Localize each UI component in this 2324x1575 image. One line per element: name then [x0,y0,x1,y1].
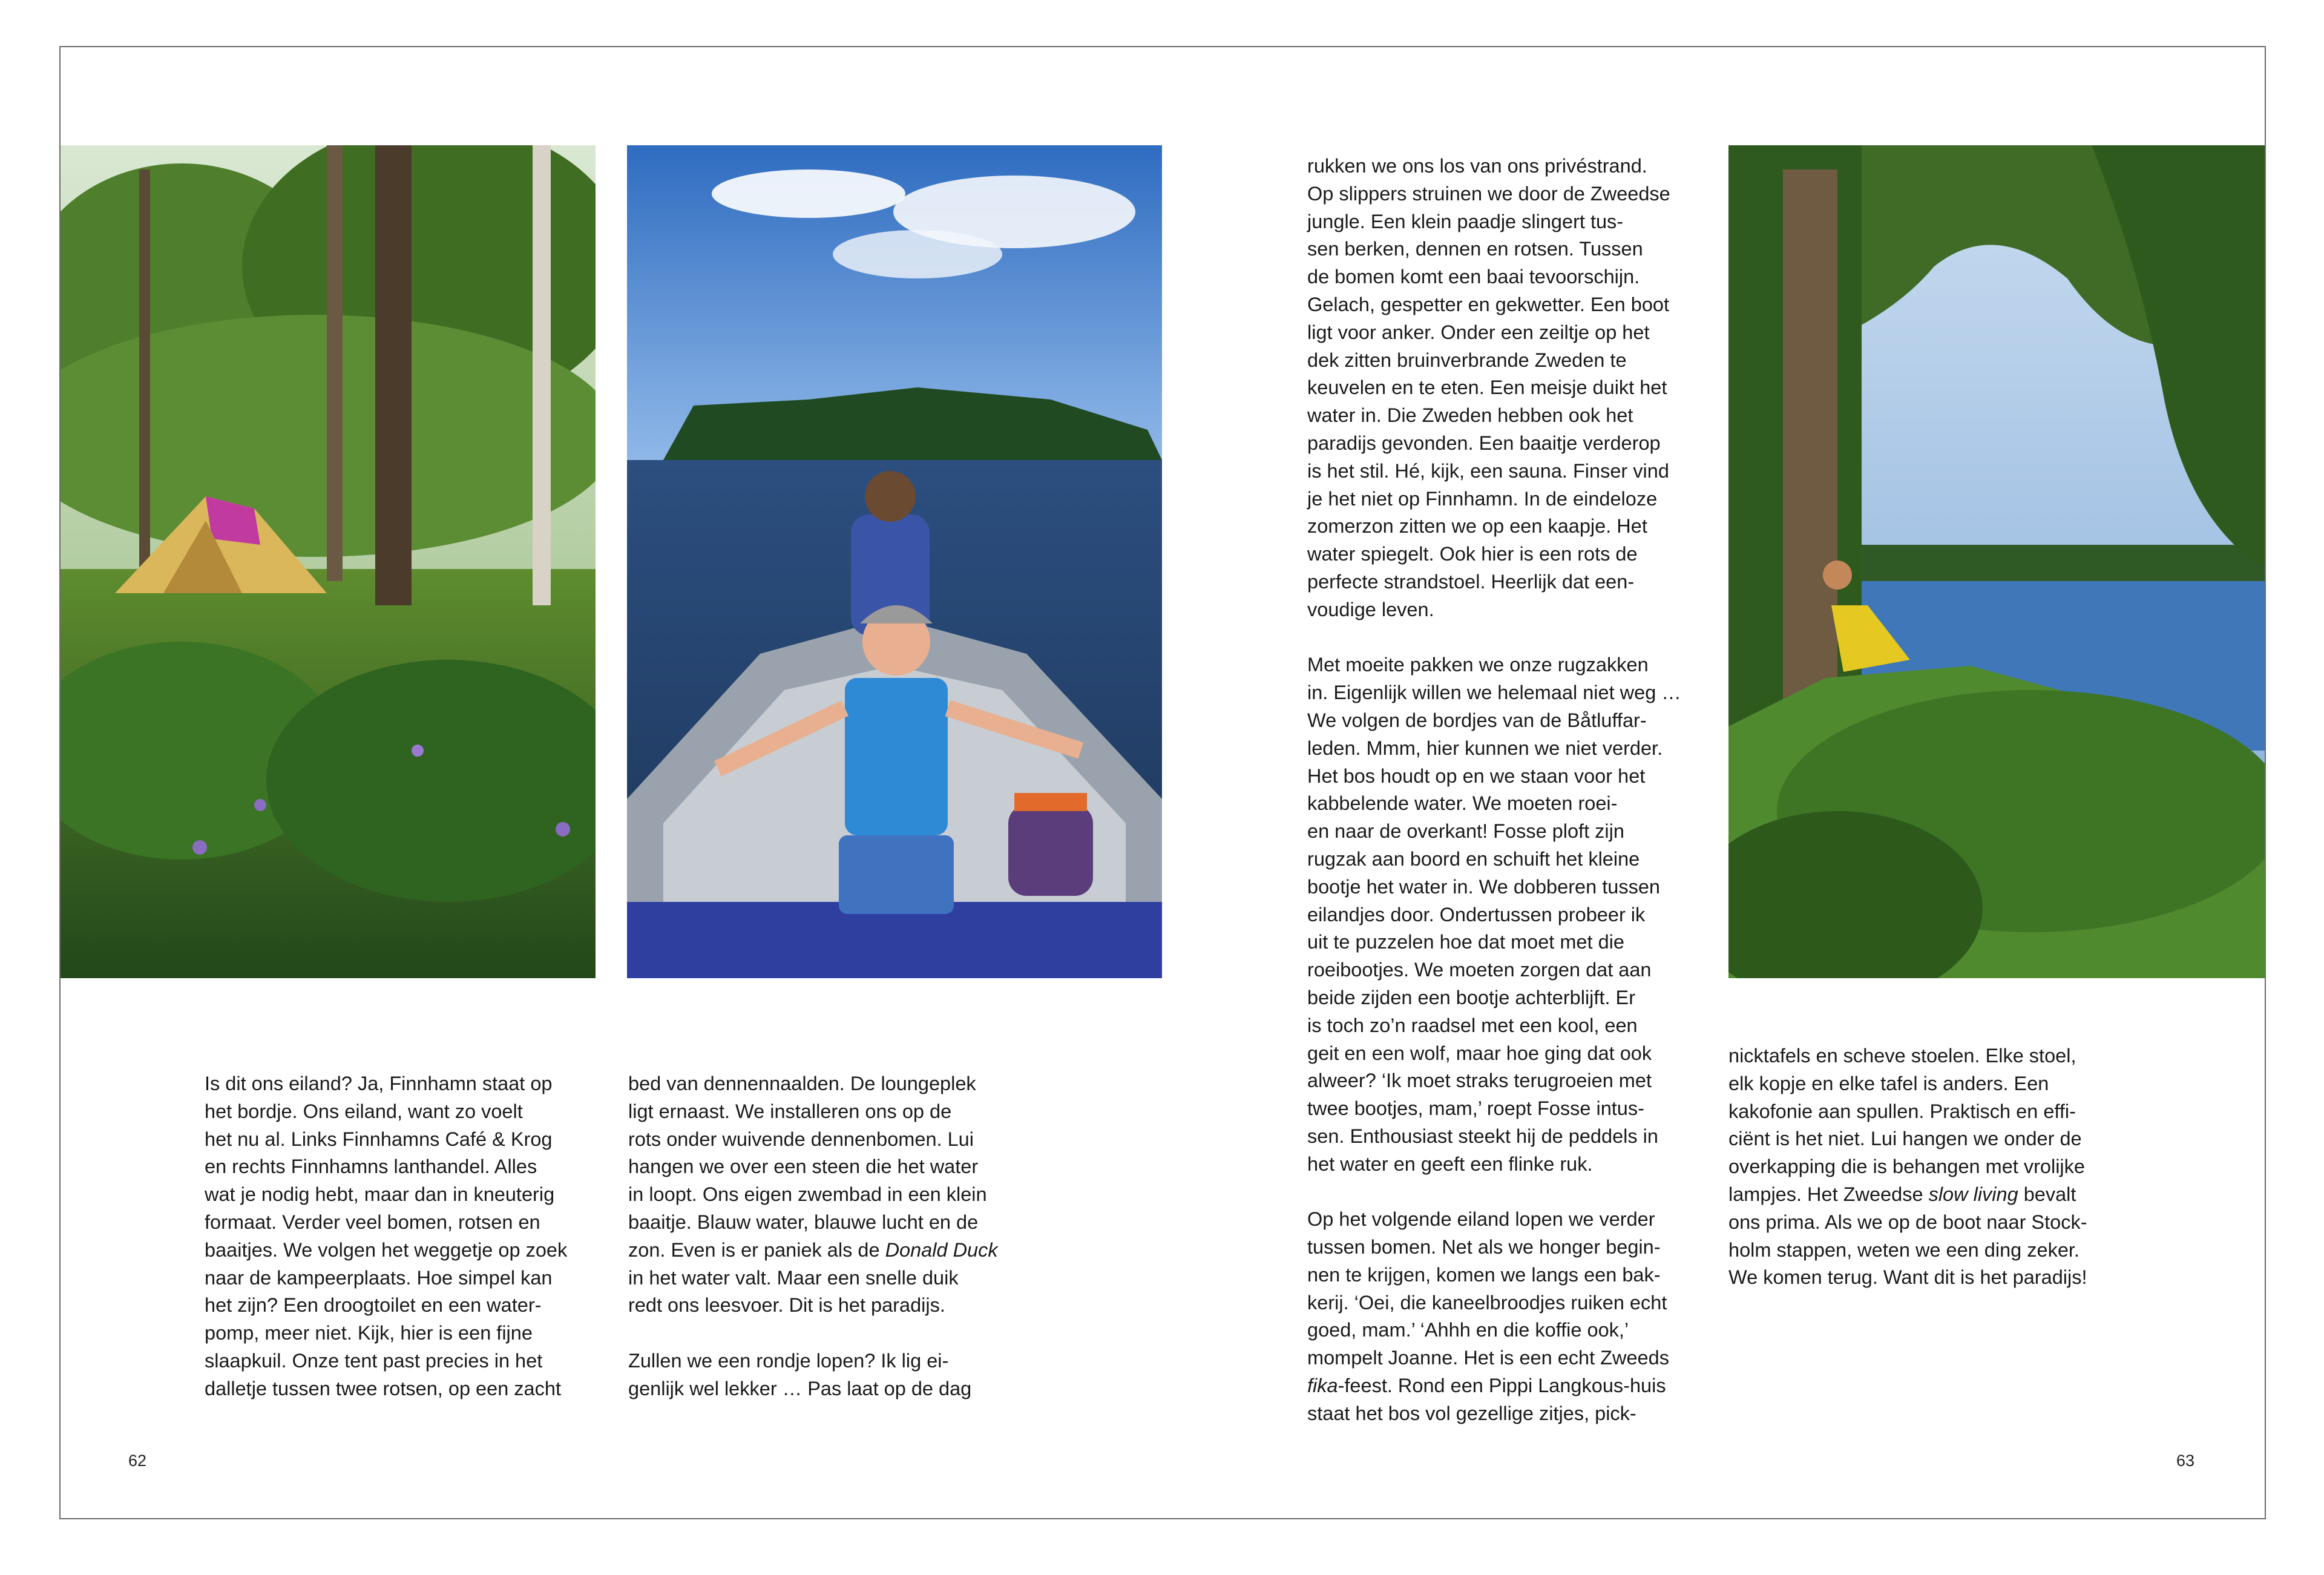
text-line: in het water valt. Maar een snelle duik [628,1266,959,1289]
text-line: bed van dennennaalden. De loungeplek [628,1073,976,1094]
text-line: hangen we over een steen die het water [628,1156,979,1178]
text-line: ligt voor anker. Onder een zeiltje op het [1307,321,1650,343]
text-line: Op slippers struinen we door de Zweedse [1307,182,1670,205]
text-line: bootje het water in. We dobberen tussen [1307,875,1660,898]
text-line: baaitjes. We volgen het weggetje op zoek [205,1238,568,1261]
paragraph [1307,153,1681,624]
text-line: eilandjes door. Ondertussen probeer ik [1307,903,1646,926]
text-line: goed, mam.’ ‘Ahhh en die koffie ook,’ [1307,1319,1629,1341]
text-line: Zullen we een rondje lopen? Ik lig ei- [628,1349,949,1372]
text-line: je het niet op Finnhamn. In de eindeloze [1307,487,1658,510]
text-line: pomp, meer niet. Kijk, hier is een fijne [205,1322,533,1344]
text-line: kakofonie aan spullen. Praktisch en effi- [1728,1100,2076,1122]
text-line: Gelach, gespetter en gekwetter. Een boot [1307,293,1670,315]
text-line: het nu al. Links Finnhamns Café & Krog [205,1128,553,1150]
text-line: roeibootjes. We moeten zorgen dat aan [1307,959,1652,981]
text-column-4 [1728,1042,2087,1292]
text-line: holm stappen, weten we een ding zeker. [1728,1238,2079,1261]
paragraph [205,1070,567,1403]
text-line: ciënt is het niet. Lui hangen we onder de [1728,1128,2082,1150]
text-line: rukken we ons los van ons privéstrand. [1307,155,1647,177]
text-line: Het bos houdt op en we staan voor het [1307,764,1646,787]
text-line: de bomen komt een baai tevoorschijn. [1307,266,1640,288]
text-line: Met moeite pakken we onze rugzakken [1307,654,1649,676]
text-line: zomerzon zitten we op een kaapje. Het [1307,515,1647,538]
text-line: keuvelen en te eten. Een meisje duikt het [1307,376,1667,399]
photo-forest-tent [61,145,596,978]
text-line: fika-feest. Rond een Pippi Langkous-huis [1307,1375,1666,1397]
text-line: paradijs gevonden. Een baaitje verderop [1307,432,1661,454]
text-line: wat je nodig hebt, maar dan in kneuterig [205,1183,555,1206]
text-line: water in. Die Zweden hebben ook het [1307,404,1633,427]
text-line: kabbelende water. We moeten roei- [1307,792,1618,815]
paragraph [1307,651,1681,1178]
text-line: overkapping die is behangen met vrolijke [1728,1156,2085,1178]
text-line: tussen bomen. Net als we honger begin- [1307,1236,1661,1258]
text-line: uit te puzzelen hoe dat moet met die [1307,931,1624,953]
text-line: We volgen de bordjes van de Båtluffar- [1307,709,1647,731]
text-line: ons prima. Als we op de boot naar Stock- [1728,1211,2087,1233]
text-line: perfecte strandstoel. Heerlijk dat een- [1307,570,1635,593]
text-line: is het stil. Hé, kijk, een sauna. Finser vind [1307,459,1669,482]
text-line: jungle. Een klein paadje slingert tus- [1307,210,1624,232]
text-line: dalletje tussen twee rotsen, op een zacht [205,1377,561,1399]
text-line: twee bootjes, mam,’ roept Fosse intus- [1307,1097,1644,1120]
text-line: in. Eigenlijk willen we helemaal niet weg … [1307,682,1681,704]
text-line: mompelt Joanne. Het is een echt Zweeds [1307,1347,1669,1369]
text-column-1 [205,1070,567,1403]
paragraph [628,1070,998,1320]
text-line: naar de kampeerplaats. Hoe simpel kan [205,1266,553,1289]
text-line: genlijk wel lekker … Pas laat op de dag [628,1377,972,1399]
photo-lakeside-tree [1728,145,2265,978]
text-line: rots onder wuivende dennenbomen. Lui [628,1128,974,1150]
text-line: elk kopje en elke tafel is anders. Een [1728,1072,2049,1094]
text-column-3 [1307,153,1681,1428]
page-number-right: 63 [2176,1452,2195,1470]
text-line: beide zijden een bootje achterblijft. Er [1307,986,1636,1008]
text-column-2 [628,1070,998,1403]
text-line: Is dit ons eiland? Ja, Finnhamn staat op [205,1073,553,1094]
text-line: redt ons leesvoer. Dit is het paradijs. [628,1294,945,1317]
text-line: geit en een wolf, maar hoe ging dat ook [1307,1042,1652,1064]
text-line: slaapkuil. Onze tent past precies in het [205,1349,543,1372]
text-line: sen. Enthousiast steekt hij de peddels in [1307,1125,1658,1147]
text-line: en rechts Finnhamns lanthandel. Alles [205,1156,537,1178]
text-line: dek zitten bruinverbrande Zweden te [1307,349,1627,371]
text-line: in loopt. Ons eigen zwembad in een klein [628,1183,987,1206]
text-line: Op het volgende eiland lopen we verder [1307,1208,1655,1231]
text-line: ligt ernaast. We installeren ons op de [628,1100,952,1122]
text-line: voudige leven. [1307,598,1434,620]
text-line: nen te krijgen, komen we langs een bak- [1307,1263,1661,1286]
page-number-left: 62 [128,1452,147,1470]
paragraph [1728,1042,2087,1292]
text-line: baaitje. Blauw water, blauwe lucht en de [628,1211,979,1233]
paragraph [1307,1206,1681,1427]
text-line: lampjes. Het Zweedse slow living bevalt [1728,1183,2076,1205]
photo-rowing-boat [627,145,1162,978]
text-line: staat het bos vol gezellige zitjes, pick- [1307,1402,1636,1424]
text-line: is toch zo’n raadsel met een kool, een [1307,1014,1638,1036]
text-line: water spiegelt. Ook hier is een rots de [1307,543,1638,565]
text-line: het zijn? Een droogtoilet en een water- [205,1294,542,1317]
text-line: het water en geeft een flinke ruk. [1307,1152,1593,1175]
text-line: We komen terug. Want dit is het paradijs! [1728,1266,2087,1289]
text-line: leden. Mmm, hier kunnen we niet verder. [1307,737,1663,759]
text-line: rugzak aan boord en schuift het kleine [1307,847,1640,870]
text-line: zon. Even is er paniek als de Donald Duck [628,1238,998,1261]
text-line: kerij. ‘Oei, die kaneelbroodjes ruiken echt [1307,1291,1667,1314]
text-line: alweer? ‘Ik moet straks terugroeien met [1307,1070,1652,1092]
text-line: sen berken, dennen en rotsen. Tussen [1307,238,1643,260]
text-line: het bordje. Ons eiland, want zo voelt [205,1100,523,1122]
paragraph [628,1347,998,1403]
text-line: formaat. Verder veel bomen, rotsen en [205,1211,540,1233]
text-line: nicktafels en scheve stoelen. Elke stoel, [1728,1045,2076,1067]
text-line: en naar de overkant! Fosse ploft zijn [1307,820,1624,843]
